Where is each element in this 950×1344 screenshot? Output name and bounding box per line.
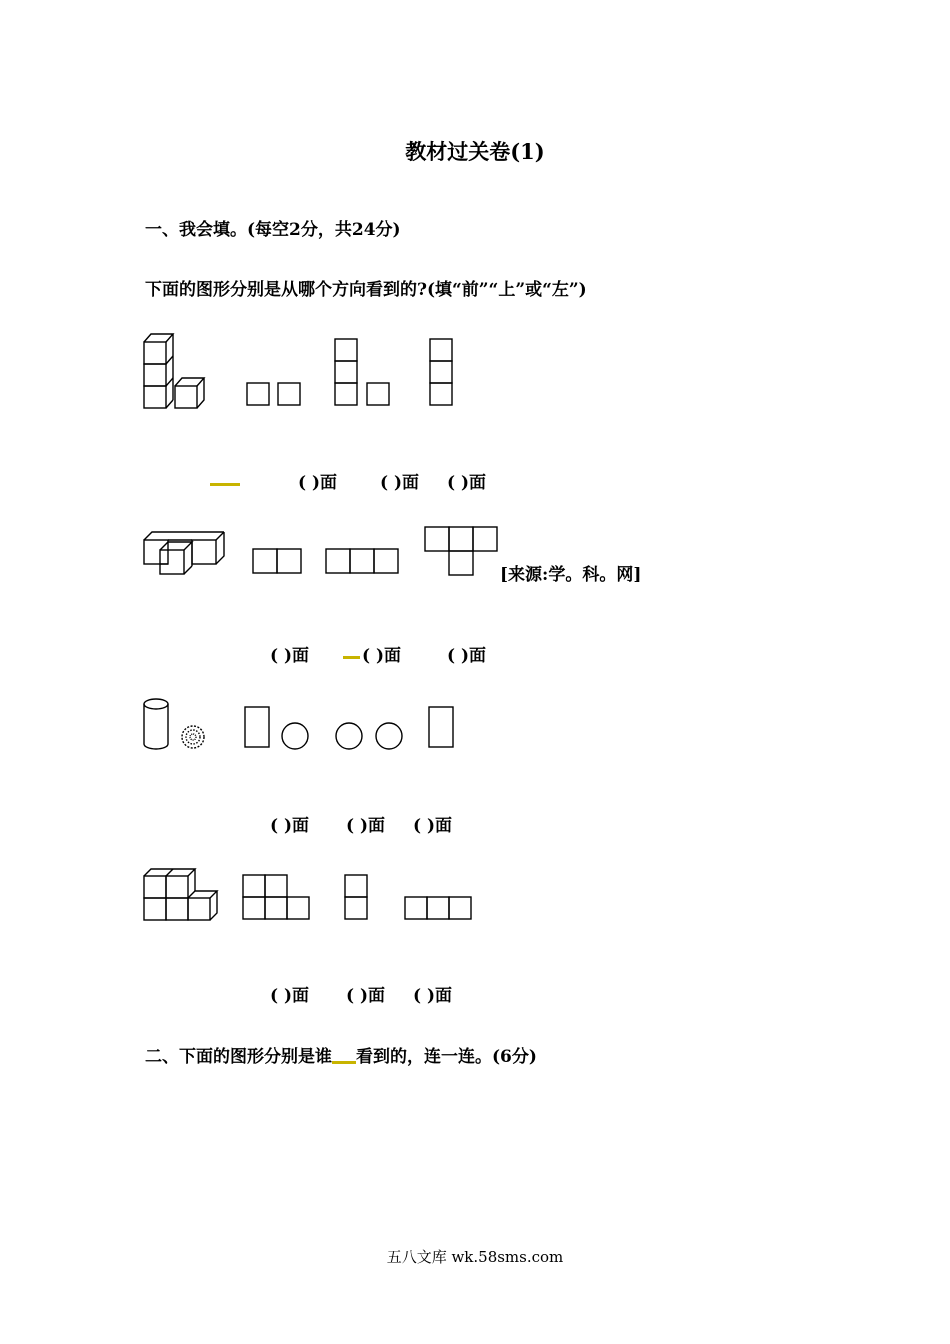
highlight-mark — [210, 483, 240, 486]
view-two-squares — [246, 382, 302, 406]
answer-blank[interactable]: ( )面 — [447, 473, 487, 493]
answer-blank[interactable]: ( )面 — [298, 473, 338, 493]
solid-3d-step-blocks — [142, 866, 218, 924]
answer-blank[interactable]: ( )面 — [346, 816, 386, 836]
highlight-mark — [332, 1061, 356, 1064]
view-rectangle — [244, 706, 272, 750]
answer-blank[interactable]: ( )面 — [362, 646, 402, 666]
view-vertical-three — [429, 338, 455, 408]
section2-heading-part1: 二、下面的图形分别是谁 — [145, 1047, 332, 1067]
cylinder — [142, 696, 172, 752]
view-horizontal-three — [404, 896, 474, 922]
answer-blank[interactable]: ( )面 — [447, 646, 487, 666]
section2-heading — [145, 1042, 537, 1067]
view-three-squares-row — [325, 548, 401, 574]
page-title: 教材过关卷(1) — [405, 139, 545, 164]
view-t-shape — [424, 526, 500, 578]
view-circle — [281, 722, 311, 752]
highlight-mark — [343, 656, 360, 659]
solid-3d-tower-and-cube — [142, 330, 208, 410]
answer-blank[interactable]: ( )面 — [270, 816, 310, 836]
section1-heading: 一、我会填。(每空2分，共24分) — [145, 220, 401, 240]
section2-heading-part2: 看到的，连一连。(6分) — [356, 1047, 537, 1067]
footer-watermark: 五八文库 wk.58sms.com — [386, 1248, 564, 1266]
view-two-circles — [335, 722, 405, 752]
view-two-squares-row — [252, 548, 304, 574]
solid-3d-row-of-cubes — [142, 530, 228, 576]
sphere — [180, 724, 208, 752]
answer-blank[interactable]: ( )面 — [346, 986, 386, 1006]
view-l-shape — [242, 874, 312, 922]
source-note: [来源:学。科。网] — [500, 565, 642, 585]
view-rectangle — [428, 706, 456, 750]
answer-blank[interactable]: ( )面 — [270, 646, 310, 666]
answer-blank[interactable]: ( )面 — [270, 986, 310, 1006]
answer-blank[interactable]: ( )面 — [380, 473, 420, 493]
section1-question: 下面的图形分别是从哪个方向看到的?(填“前”“上”或“左”) — [145, 280, 587, 300]
view-tower-and-square — [334, 338, 392, 408]
answer-blank[interactable]: ( )面 — [413, 986, 453, 1006]
view-vertical-two — [344, 874, 370, 922]
answer-blank[interactable]: ( )面 — [413, 816, 453, 836]
